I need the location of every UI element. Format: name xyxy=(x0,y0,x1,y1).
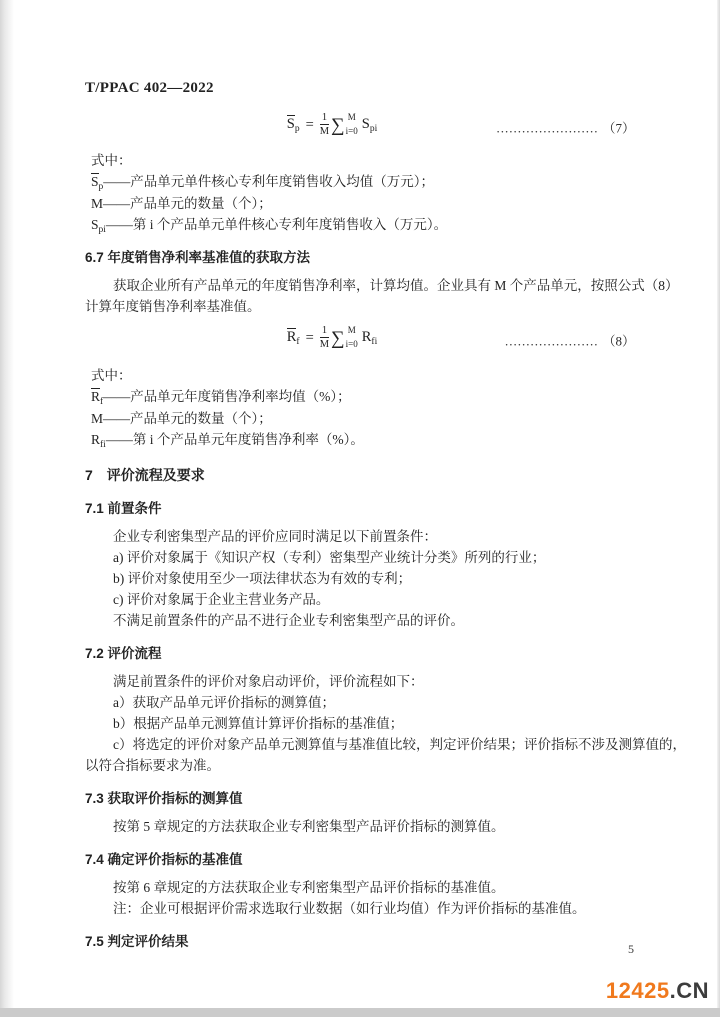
equals-sign: = xyxy=(305,329,314,346)
list-item: c）将选定的评价对象产品单元测算值与基准值比较，判定评价结果；评价指标不涉及测算值的， xyxy=(113,737,686,752)
list-item: b）根据产品单元测算值计算评价指标的基准值； xyxy=(113,716,404,731)
fraction: $\frac{1}{M}$ xyxy=(319,325,330,351)
paragraph-line: 按第 6 章规定的方法获取企业专利密集型产品评价指标的基准值。 xyxy=(113,880,505,895)
list-item: c) 评价对象属于企业主营业务产品。 xyxy=(113,592,330,607)
formula-8 xyxy=(85,325,635,355)
sigma-symbol: ∑ xyxy=(331,327,345,349)
formula-7-rhs: $S_{pi}$ xyxy=(361,115,378,134)
term-symbol: $R_f$ xyxy=(91,389,104,407)
formula-8-rhs: $R_{fi}$ xyxy=(361,328,378,347)
formula-7-number: （7） xyxy=(602,120,635,136)
section-heading-6-7: 6.7 年度销售净利率基准值的获取方法 xyxy=(85,250,311,265)
page-number: 5 xyxy=(628,942,634,956)
section-heading-7-4: 7.4 确定评价指标的基准值 xyxy=(85,852,243,867)
formula-7-lhs: $S_p$ xyxy=(286,116,300,135)
formula-7 xyxy=(85,112,635,142)
term-definition xyxy=(85,429,635,451)
term-description: ——产品单元年度销售净利率均值（%）； xyxy=(103,389,351,404)
term-symbol: $S_{pi}$ xyxy=(91,216,106,235)
paragraph-line: 满足前置条件的评价对象启动评价，评价流程如下： xyxy=(113,674,424,689)
chapter-heading-7 xyxy=(85,464,635,486)
chapter-title: 评价流程及要求 xyxy=(106,467,205,483)
equals-sign: = xyxy=(305,116,314,133)
term-definition xyxy=(85,171,635,193)
term-definition xyxy=(85,386,635,408)
paragraph-line: 以符合指标要求为准。 xyxy=(85,758,220,773)
section-heading-7-1: 7.1 前置条件 xyxy=(85,501,162,516)
term-description: ——第 i 个产品单元单件核心专利年度销售收入（万元）。 xyxy=(105,216,448,232)
formula-8-expression xyxy=(287,325,377,351)
sum-limits: M i=0 xyxy=(345,325,358,350)
site-logo-watermark[interactable] xyxy=(606,978,709,1004)
paragraph-line: 不满足前置条件的产品不进行企业专利密集型产品的评价。 xyxy=(113,613,464,628)
sigma-symbol: ∑ xyxy=(331,114,345,136)
term-symbol: $R_{fi}$ xyxy=(91,431,106,450)
paragraph-line: 按第 5 章规定的方法获取企业专利密集型产品评价指标的测算值。 xyxy=(113,819,505,834)
formula-8-number: （8） xyxy=(602,333,635,349)
note-line: 注：企业可根据评价需求选取行业数据（如行业均值）作为评价指标的基准值。 xyxy=(113,901,586,916)
watermark-number: 12425 xyxy=(605,978,670,1003)
term-description: ——产品单元的数量（个）； xyxy=(103,195,272,211)
formula-8-reference xyxy=(505,331,635,350)
dot-leader: ...................... xyxy=(504,333,599,349)
section-heading-7-5: 7.5 判定评价结果 xyxy=(85,934,189,949)
list-item: a) 评价对象属于《知识产权（专利）密集型产业统计分类》所列的行业； xyxy=(113,550,546,565)
paragraph-line: 企业专利密集型产品的评价应同时满足以下前置条件： xyxy=(113,529,437,544)
paragraph-line: 计算年度销售净利率基准值。 xyxy=(85,299,261,314)
term-description: ——产品单元单件核心专利年度销售收入均值（万元）； xyxy=(103,174,435,189)
watermark-tld: .CN xyxy=(669,978,709,1003)
term-symbol: $S_p$ xyxy=(91,174,104,192)
chapter-number: 7 xyxy=(85,467,93,483)
formula-7-expression xyxy=(287,112,377,138)
list-item: b) 评价对象使用至少一项法律状态为有效的专利； xyxy=(113,571,412,586)
term-symbol: M xyxy=(91,410,104,426)
paragraph-line: 获取企业所有产品单元的年度销售净利率，计算均值。企业具有 M 个产品单元，按照公式（8） xyxy=(113,278,679,293)
section-heading-7-2: 7.2 评价流程 xyxy=(85,646,162,661)
fraction: $\frac{1}{M}$ xyxy=(319,112,330,138)
term-definition xyxy=(85,408,635,429)
formula-7-reference xyxy=(496,118,635,137)
term-definition xyxy=(85,193,635,214)
sum-limits: M i=0 xyxy=(345,112,358,137)
term-description: ——产品单元的数量（个）； xyxy=(103,410,272,426)
term-definition xyxy=(85,214,635,236)
where-intro-8: 式中： xyxy=(91,368,132,383)
term-description: ——第 i 个产品单元年度销售净利率（%）。 xyxy=(105,431,364,447)
doc-code: T/PPAC 402—2022 xyxy=(85,80,214,96)
dot-leader: ........................ xyxy=(496,120,599,136)
page-bottom-edge xyxy=(0,1008,720,1017)
formula-8-lhs: $R_f$ xyxy=(286,329,300,348)
where-intro-7: 式中： xyxy=(91,153,132,168)
list-item: a）获取产品单元评价指标的测算值； xyxy=(113,695,335,710)
term-symbol: M xyxy=(91,195,104,211)
section-heading-7-3: 7.3 获取评价指标的测算值 xyxy=(85,791,243,806)
